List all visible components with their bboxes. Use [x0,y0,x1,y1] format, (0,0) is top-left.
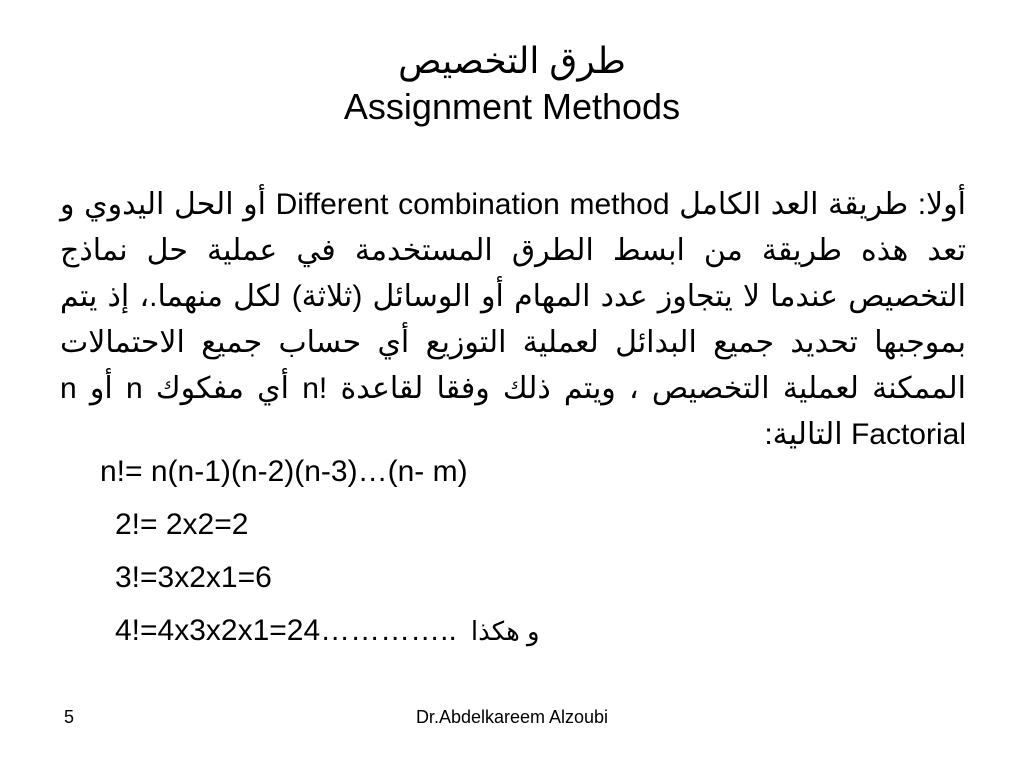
n-symbol: n [125,372,143,405]
example-3-factorial: 3!=3x2x1=6 [115,561,272,594]
n-factorial-symbol: n! [302,372,328,405]
body-part2: أو الحل اليدوي و تعد هذه طريقة من ابسط الطرق المستخدمة في عملية حل نماذج التخصيص عندما لا يتجاوز عدد المهام أو الوسائل (ثلاثة) لكل منهما.، إذ يتم بموجبها تحديد جميع البدائل لعملية التوزيع أي حساب جميع الاحتمالات الممكنة لعملية التخصيص ، ويتم ذلك وفقا لقاعدة [60,188,966,405]
body-or: أو [89,372,113,405]
example-2-factorial: 2!= 2x2=2 [115,508,249,541]
n-factorial-text: n Factorial [60,372,966,451]
body-paragraph [60,182,966,458]
body-part3: أي مفكوك [155,372,289,405]
body-part4: التالية: [764,418,843,451]
page-number: 5 [64,707,75,727]
footer-author: Dr.Abdelkareem Alzoubi [415,707,609,727]
and-so-on-text: و هكذا [470,616,540,646]
slide-title [0,38,1024,130]
example-4-factorial-text: 4!=4x3x2x1=24………….. [115,614,457,647]
title-arabic: طرق التخصيص [398,40,626,81]
title-english: Assignment Methods [343,86,681,127]
example-4-factorial [115,611,540,651]
body-part1: أولا: طريقة العد الكامل [679,188,966,221]
method-name-english: Different combination method [275,188,670,221]
factorial-formula: n!= n(n-1)(n-2)(n-3)…(n- m) [100,455,468,488]
